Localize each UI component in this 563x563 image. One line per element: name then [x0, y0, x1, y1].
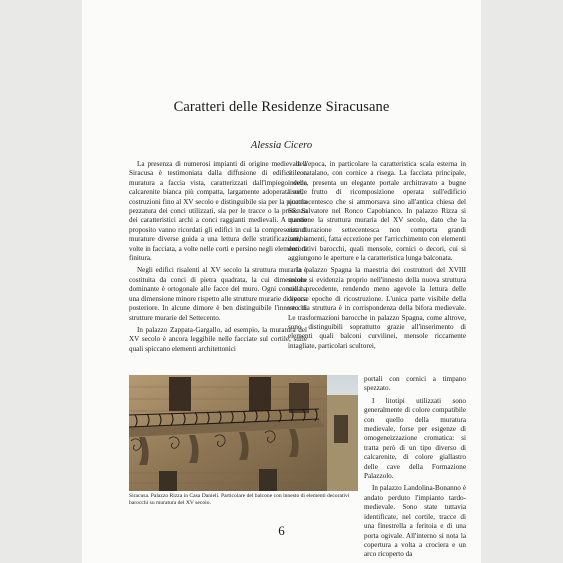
paragraph: In palazzo Landolina-Bonanno è andato perduto l'impianto tardo-medievale. Sono state tuttavia identificate, nel cortile, tracce di una finestrella a feritoia e di una porta ogivale. All'interno si nota la copertura a volta a crociera e un arco ricoperto da	[364, 484, 466, 559]
paragraph: La presenza di numerosi impianti di origine medievale a Siracusa è testimoniata dalla diffusione di edifici con muratura a faccia vista, caratterizzati dall'impiego della calcarenite bianca più compatta, largamente adoperata nelle costruzioni fino al XV secolo e distinguibile sia per la piccola pezzatura dei conci utilizzati, sia per le tracce o la presenza dei caratteristici archi a conci raggianti medievali. A questo proposito vanno ricordati gli edifici in cui la compresenza di murature diverse guida a una lettura delle stratificazioni, a volte in facciata, a volte nelle corti e persino negli elementi di finitura.	[129, 160, 307, 263]
paragraph: Negli edifici risalenti al XV secolo la struttura muraria è costituita da conci di pietra quadrata, la cui dimensione dominante è ortogonale alle facce del muro. Ogni concio ha una dimensione minore rispetto alle strutture murarie di epoca posteriore. In alcune dimore è ben distinguibile l'innesto di strutture murarie del Settecento.	[129, 266, 307, 322]
paragraph: dell'epoca, in particolare la caratteristica scala esterna in stile catalano, con cornice a risega. La facciata principale, invece, presenta un elegante portale architravato a bugne lisce, frutto di ricomposizione operata sull'edificio quattrocentesco che si ammorsava sino all'antica chiesa del SS. Salvatore nel Ronco Capobianco. In palazzo Rizza si mantiene la struttura muraria del XV secolo, dato che la ristrutturazione settecentesca non comporta grandi cambiamenti, fatta eccezione per l'arricchimento con elementi decorativi barocchi, quali mensole, cornici o decori, cui si aggiungono le aperture e la caratteristica lunga balconata.	[288, 160, 466, 263]
document-page	[82, 0, 481, 563]
photo-caption: Siracusa. Palazzo Rizza in Casa Danieli. Particolare del balcone con innesto di elementi decorativi barocchi su muratura del XV secolo.	[129, 493, 350, 506]
balcony-photo	[129, 375, 358, 491]
right-text-column	[288, 160, 466, 354]
balcony-illustration	[129, 375, 358, 491]
paragraph: In palazzo Zappata-Gargallo, ad esempio, la muratura del XV secolo è ancora leggibile nelle facciate sul cortile, sulle quali spiccano elementi architettonici	[129, 325, 307, 353]
left-text-column	[129, 160, 307, 357]
paragraph: portali con cornici a timpano spezzato.	[364, 375, 466, 393]
page-title: Caratteri delle Residenze Siracusane	[173, 99, 390, 115]
paragraph: In palazzo Spagna la maestria dei costruttori del XVIII secolo si evidenzia proprio nell'innesto della nuova struttura sulla precedente, rendendo meno agevole la lettura delle diverse epoche di ricostruzione. L'unica parte visibile della vecchia struttura è in corrispondenza della bifora medievale. Le trasformazioni barocche in palazzo Spagna, come altrove, sono distinguibili soprattutto grazie all'inserimento di elementi quali balconi curvilinei, mensole riccamente intagliate, particolari scultorei,	[288, 266, 466, 350]
page-number: 6	[278, 523, 285, 538]
paragraph: I litotipi utilizzati sono generalmente di colore compatibile con quello della muratura medievale, forse per esigenze di omogeneizzazione cromatica: si tratta però di un tipo diverso di calcarenite, di colore giallastro delle cave della Formazione Palazzolo.	[364, 396, 466, 481]
author-name: Alessia Cicero	[250, 140, 313, 151]
